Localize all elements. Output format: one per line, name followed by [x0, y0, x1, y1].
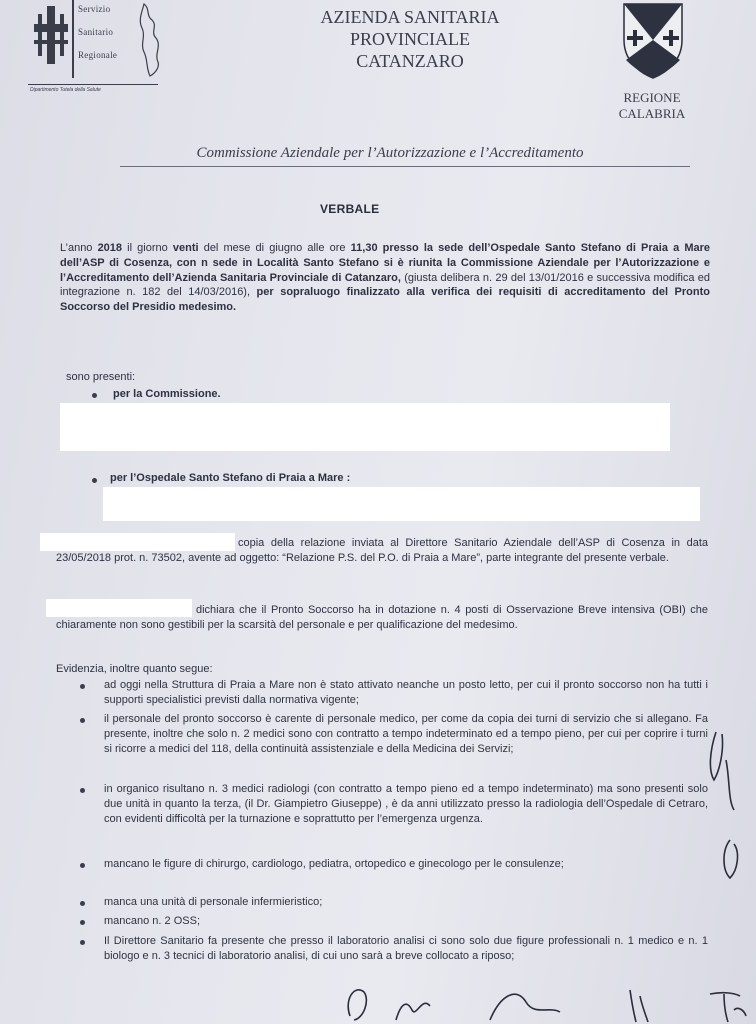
bullet-dot	[92, 478, 97, 483]
bottom-signatures-icon	[340, 976, 756, 1024]
redacted-block	[103, 487, 700, 521]
azienda-line-3: CATANZARO	[356, 51, 464, 71]
regione-line-2: CALABRIA	[618, 106, 686, 121]
cross-logo-icon	[34, 6, 68, 64]
redacted-block	[60, 403, 670, 451]
evidence-item: mancano le figure di chirurgo, cardiologo, pediatra, ortopedico e ginecologo per le consulenze;	[104, 858, 564, 870]
logo-line-1: Servizio	[78, 4, 111, 14]
intro-text-3: del mese di giugno alle ore	[198, 242, 351, 254]
document-title: VERBALE	[320, 202, 380, 216]
azienda-line-1: AZIENDA SANITARIA	[320, 7, 500, 27]
intro-text-2: il giorno	[122, 242, 173, 254]
intro-text-6: per sopraluogo finalizzato alla verifica dei requisiti di accreditamento del Pronto Soccorso del Presidio medesimo.	[60, 286, 710, 314]
intro-paragraph	[60, 241, 710, 315]
bullet-dot	[80, 920, 85, 925]
intro-day: venti	[172, 242, 199, 254]
intro-year: 2018	[97, 242, 123, 254]
hospital-members-label: per l’Ospedale Santo Stefano di Praia a Mare :	[110, 472, 351, 484]
evidence-label: Evidenzia, inoltre quanto segue:	[56, 663, 213, 675]
header-divider	[120, 166, 690, 167]
declares-paragraph: dichiara che il Pronto Soccorso ha in dotazione n. 4 posti di Osservazione Breve intensiva (OBI) che chiaramente non sono gestibili per la scarsità del personale e per qualificazione del medesimo.	[56, 604, 708, 631]
bullet-dot	[80, 863, 85, 868]
regione-line-1: REGIONE	[623, 90, 681, 105]
bullet-dot	[80, 901, 85, 906]
logo-line-3: Regionale	[78, 50, 118, 60]
evidence-item: mancano n. 2 OSS;	[104, 915, 200, 927]
evidence-item: Il Direttore Sanitario fa presente che presso il laboratorio analisi ci sono solo due figure professionali n. 1 medico e n. 1 biologo e n. 3 tecnici di laboratorio analisi, di cui uno sarà a breve collocato a riposo;	[104, 935, 708, 962]
azienda-line-2: PROVINCIALE	[350, 29, 470, 49]
margin-signature-icon	[700, 720, 756, 920]
evidence-item: in organico risultano n. 3 medici radiologi (con contratto a tempo pieno ed a tempo indeterminato) ma sono presenti solo due unità in quanto la terza, (il Dr. Giampietro Giuseppe) , è da anni utilizzato presso la radiologia dell’Ospedale di Cetraro, con evidenti difficoltà per la turnazione e soprattutto per l’emergenza urgenza.	[104, 783, 708, 825]
intro-time: 11,30	[350, 242, 378, 254]
evidence-item: ad oggi nella Struttura di Praia a Mare non è stato attivato neanche un posto letto, per cui il pronto soccorso non ha tutti i supporti specialistici previsti dalla normativa vigente;	[104, 679, 708, 706]
bullet-dot	[80, 940, 85, 945]
intro-text-1: L’anno	[60, 242, 98, 254]
azienda-header	[290, 6, 530, 72]
intro-text-4: presso la sede dell’Ospedale Santo Stefano di Praia a Mare dell’ASP di Cosenza, con n sede in Località Santo Stefano si è riunita la Commissione Aziendale per l’Autorizzazione e l’Accreditamento dell’Azienda Sanitaria Provinciale di Catanzaro,	[60, 242, 711, 284]
evidence-item: il personale del pronto soccorso è carente di personale medico, per come da copia dei turni di servizio che si allegano. Fa presente, inoltre che solo n. 2 medici sono con contratto a tempo indeterminato ed a tempo pieno, per cui per coprire i turni si ricorre a medici del 118, della continuità assistenziale e della Medicina dei Servizi;	[104, 713, 708, 755]
intro-text-5: (giusta delibera n. 29 del 13/01/2016 e successiva modifica ed integrazione n. 182 del 14/03/2016),	[60, 271, 711, 299]
bullet-dot	[80, 684, 85, 689]
regione-emblem-icon	[618, 0, 688, 80]
bullet-dot	[80, 718, 85, 723]
present-label: sono presenti:	[66, 371, 136, 383]
ssr-logo	[26, 0, 166, 100]
bullet-dot	[80, 788, 85, 793]
copy-paragraph: copia della relazione inviata al Direttore Sanitario Aziendale dell’ASP di Cosenza in data 23/05/2018 prot. n. 73502, avente ad oggetto: “Relazione P.S. del P.O. di Praia a Mare”, parte integrante del presente verbale.	[56, 537, 708, 564]
regione-label	[608, 90, 696, 122]
calabria-map-icon	[136, 2, 166, 78]
evidence-item: manca una unità di personale infermieristico;	[104, 896, 323, 908]
commission-members-label: per la Commissione.	[113, 388, 221, 400]
logo-line-2: Sanitario	[78, 27, 114, 37]
bullet-dot	[92, 393, 97, 398]
commission-title: Commissione Aziendale per l’Autorizzazione e l’Accreditamento	[196, 145, 584, 161]
logo-department: Dipartimento Tutela della Salute	[30, 87, 101, 93]
